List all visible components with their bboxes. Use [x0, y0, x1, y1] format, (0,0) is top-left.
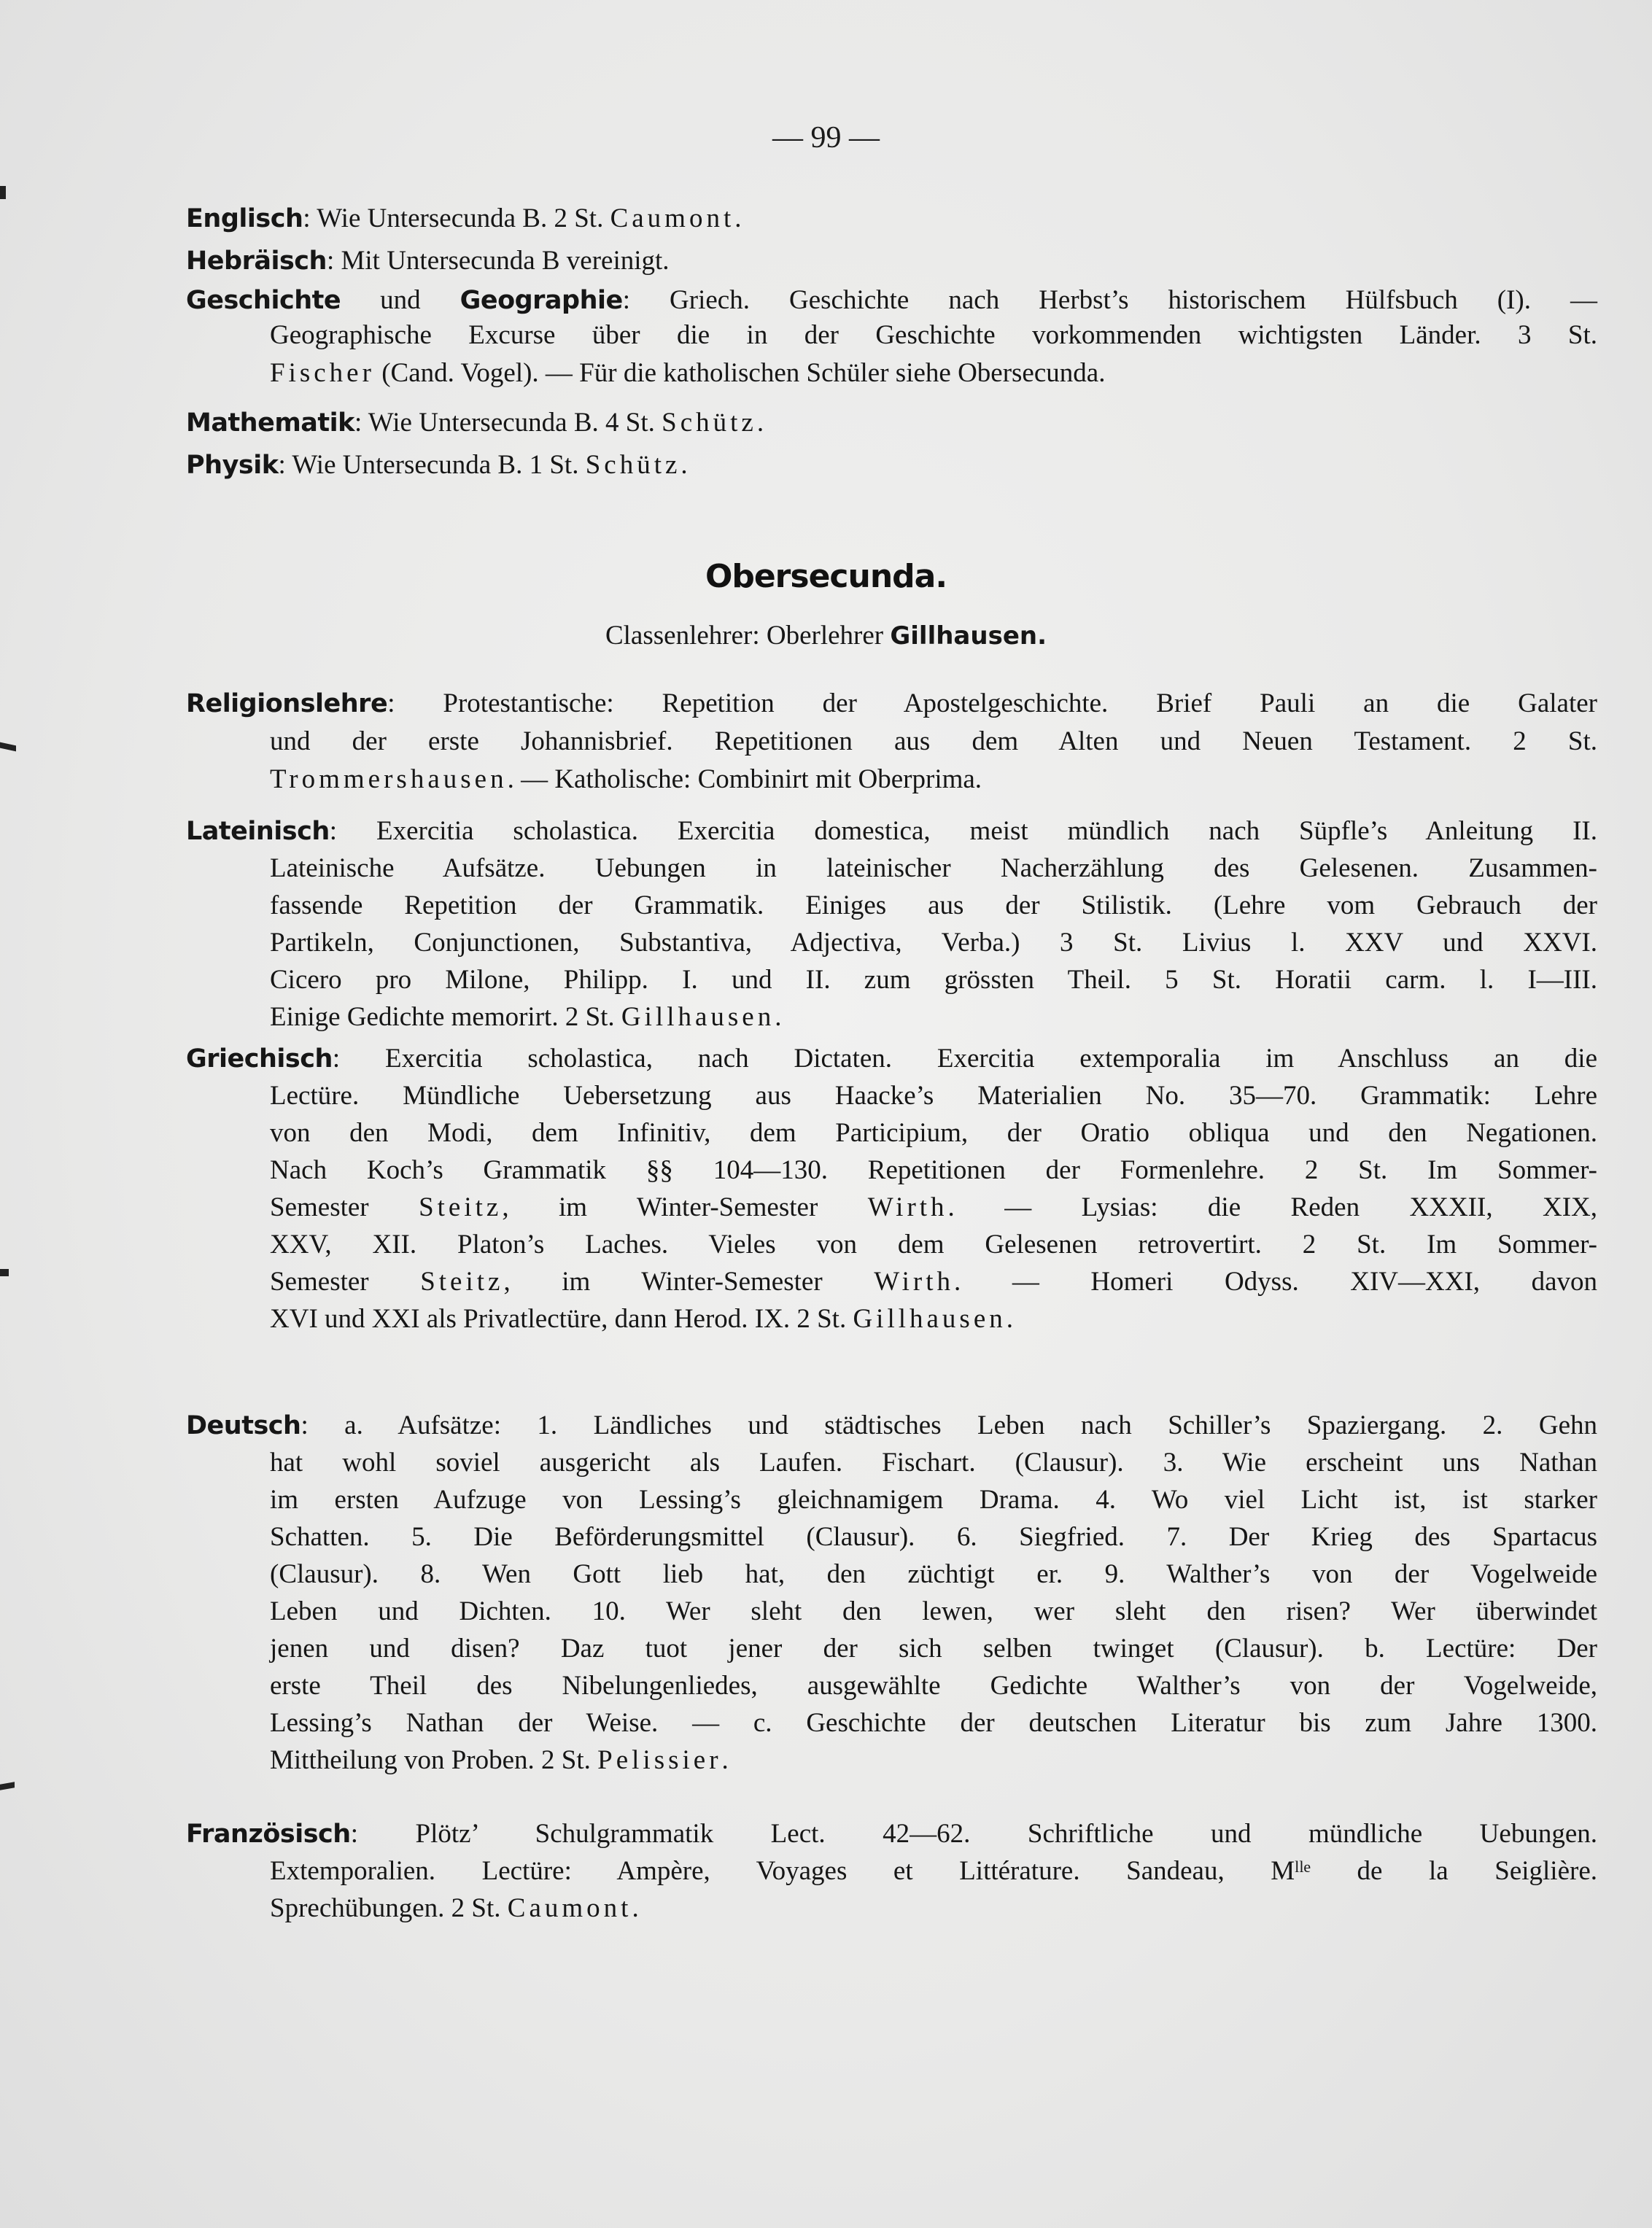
scan-mark	[0, 742, 16, 752]
entry-line: von den Modi, dem Infinitiv, dem Participium, der Oratio obliqua und den Negationen.	[270, 1118, 1597, 1148]
entry-line: Physik: Wie Untersecunda B. 1 St. Schütz.	[186, 450, 688, 480]
entry-griechisch	[186, 1044, 1597, 1334]
entry-line: Geschichte und Geographie: Griech. Geschichte nach Herbst’s historischem Hülfsbuch (I). —	[186, 285, 1597, 315]
entry-line: XVI und XXI als Privatlectüre, dann Herod. IX. 2 St. Gillhausen.	[270, 1304, 1014, 1334]
entry-lateinisch	[186, 817, 1597, 1032]
entry-line: Geographische Excurse über die in der Geschichte vorkommenden wichtigsten Länder. 3 St.	[270, 320, 1597, 350]
entry-line: jenen und disen? Daz tuot jener der sich selben twinget (Clausur). b. Lectüre: Der	[270, 1634, 1597, 1664]
entry-heading: Griechisch	[186, 1044, 333, 1074]
entry-line: Lessing’s Nathan der Weise. — c. Geschichte der deutschen Literatur bis zum Jahre 1300.	[270, 1708, 1597, 1738]
entry-line: XXV, XII. Platon’s Laches. Vieles von dem Gelesenen retrovertirt. 2 St. Im Sommer-	[270, 1230, 1597, 1259]
entry-line: Englisch: Wie Untersecunda B. 2 St. Caumont.	[186, 203, 742, 233]
class-teacher-name: Gillhausen.	[890, 621, 1047, 651]
entry-line: fassende Repetition der Grammatik. Einiges aus der Stilistik. (Lehre vom Gebrauch der	[270, 890, 1597, 920]
entry-line: erste Theil des Nibelungenliedes, ausgewählte Gedichte Walther’s von der Vogelweide,	[270, 1671, 1597, 1701]
entry-line: hat wohl soviel ausgericht als Laufen. Fischart. (Clausur). 3. Wie erscheint uns Nathan	[270, 1448, 1597, 1478]
entry-line: und der erste Johannisbrief. Repetitionen aus dem Alten und Neuen Testament. 2 St.	[270, 726, 1597, 756]
entry-line: Cicero pro Milone, Philipp. I. und II. zum grössten Theil. 5 St. Horatii carm. l. I—III.	[270, 965, 1597, 995]
entry-heading: Hebräisch	[186, 247, 327, 276]
entry-line: Fischer (Cand. Vogel). — Für die katholischen Schüler siehe Obersecunda.	[270, 358, 1106, 388]
entry-line: (Clausur). 8. Wen Gott lieb hat, den züchtigt er. 9. Walther’s von der Vogelweide	[270, 1559, 1597, 1589]
entry-line: Griechisch: Exercitia scholastica, nach Dictaten. Exercitia extemporalia im Anschluss an die	[186, 1044, 1597, 1074]
entry-physik	[186, 451, 1597, 480]
entry-heading: Englisch	[186, 204, 303, 233]
entry-line: Partikeln, Conjunctionen, Substantiva, Adjectiva, Verba.) 3 St. Livius l. XXV und XXVI.	[270, 928, 1597, 958]
scan-mark	[0, 186, 6, 199]
entry-heading: Geschichte	[186, 286, 341, 315]
entry-heading: Französisch	[186, 1820, 351, 1849]
entry-line: Schatten. 5. Die Beförderungsmittel (Clausur). 6. Siegfried. 7. Der Krieg des Spartacus	[270, 1522, 1597, 1552]
entry-line: Hebräisch: Mit Untersecunda B vereinigt.	[186, 246, 670, 276]
entry-heading: Mathematik	[186, 408, 354, 438]
scan-mark	[0, 1782, 15, 1790]
page-number: — 99 —	[772, 121, 880, 155]
scan-mark	[0, 1269, 9, 1276]
entry-line: Mittheilung von Proben. 2 St. Pelissier.	[270, 1745, 729, 1775]
entry-line: Lateinische Aufsätze. Uebungen in lateinischer Nacherzählung des Gelesenen. Zusammen-	[270, 853, 1597, 883]
entry-hebraeisch	[186, 247, 1597, 276]
entry-line: Trommershausen. — Katholische: Combinirt mit Oberprima.	[270, 764, 982, 794]
entry-line: Lateinisch: Exercitia scholastica. Exercitia domestica, meist mündlich nach Süpfle’s Anleitung II.	[186, 816, 1597, 846]
entry-mathematik	[186, 408, 1597, 438]
entry-englisch	[186, 204, 1597, 233]
entry-line: Religionslehre: Protestantische: Repetition der Apostelgeschichte. Brief Pauli an die Galater	[186, 688, 1597, 718]
entry-line: Einige Gedichte memorirt. 2 St. Gillhausen.	[270, 1002, 782, 1032]
entry-religionslehre	[186, 689, 1597, 794]
entry-line: Semester Steitz, im Winter-Semester Wirth. — Lysias: die Reden XXXII, XIX,	[270, 1192, 1598, 1222]
entry-heading: Religionslehre	[186, 689, 388, 718]
entry-line: Extemporalien. Lectüre: Ampère, Voyages et Littérature. Sandeau, Mˡˡᵉ de la Seiglière.	[270, 1856, 1597, 1886]
entry-line: Französisch: Plötz’ Schulgrammatik Lect. 42—62. Schriftliche und mündliche Uebungen.	[186, 1819, 1597, 1849]
entry-line: im ersten Aufzuge von Lessing’s gleichnamigem Drama. 4. Wo viel Licht ist, ist starker	[270, 1485, 1597, 1515]
entry-line: Deutsch: a. Aufsätze: 1. Ländliches und städtisches Leben nach Schiller’s Spaziergang. 2. Gehn	[186, 1410, 1597, 1440]
entry-deutsch	[186, 1411, 1597, 1775]
entry-line: Nach Koch’s Grammatik §§ 104—130. Repetitionen der Formenlehre. 2 St. Im Sommer-	[270, 1155, 1597, 1185]
entry-geschichte	[186, 286, 1597, 388]
section-title: Obersecunda.	[705, 558, 947, 595]
entry-line: Semester Steitz, im Winter-Semester Wirth. — Homeri Odyss. XIV—XXI, davon	[270, 1267, 1598, 1297]
entry-line: Leben und Dichten. 10. Wer sleht den lewen, wer sleht den risen? Wer überwindet	[270, 1596, 1597, 1626]
entry-heading: Deutsch	[186, 1411, 301, 1440]
entry-heading: Physik	[186, 451, 279, 480]
class-teacher: Classenlehrer: Oberlehrer Gillhausen.	[605, 621, 1047, 651]
entry-heading: Lateinisch	[186, 817, 330, 846]
entry-line: Mathematik: Wie Untersecunda B. 4 St. Schütz.	[186, 408, 764, 438]
entry-franzoesisch	[186, 1820, 1597, 1923]
entry-line: Sprechübungen. 2 St. Caumont.	[270, 1893, 639, 1923]
entry-line: Lectüre. Mündliche Uebersetzung aus Haacke’s Materialien No. 35—70. Grammatik: Lehre	[270, 1081, 1597, 1111]
